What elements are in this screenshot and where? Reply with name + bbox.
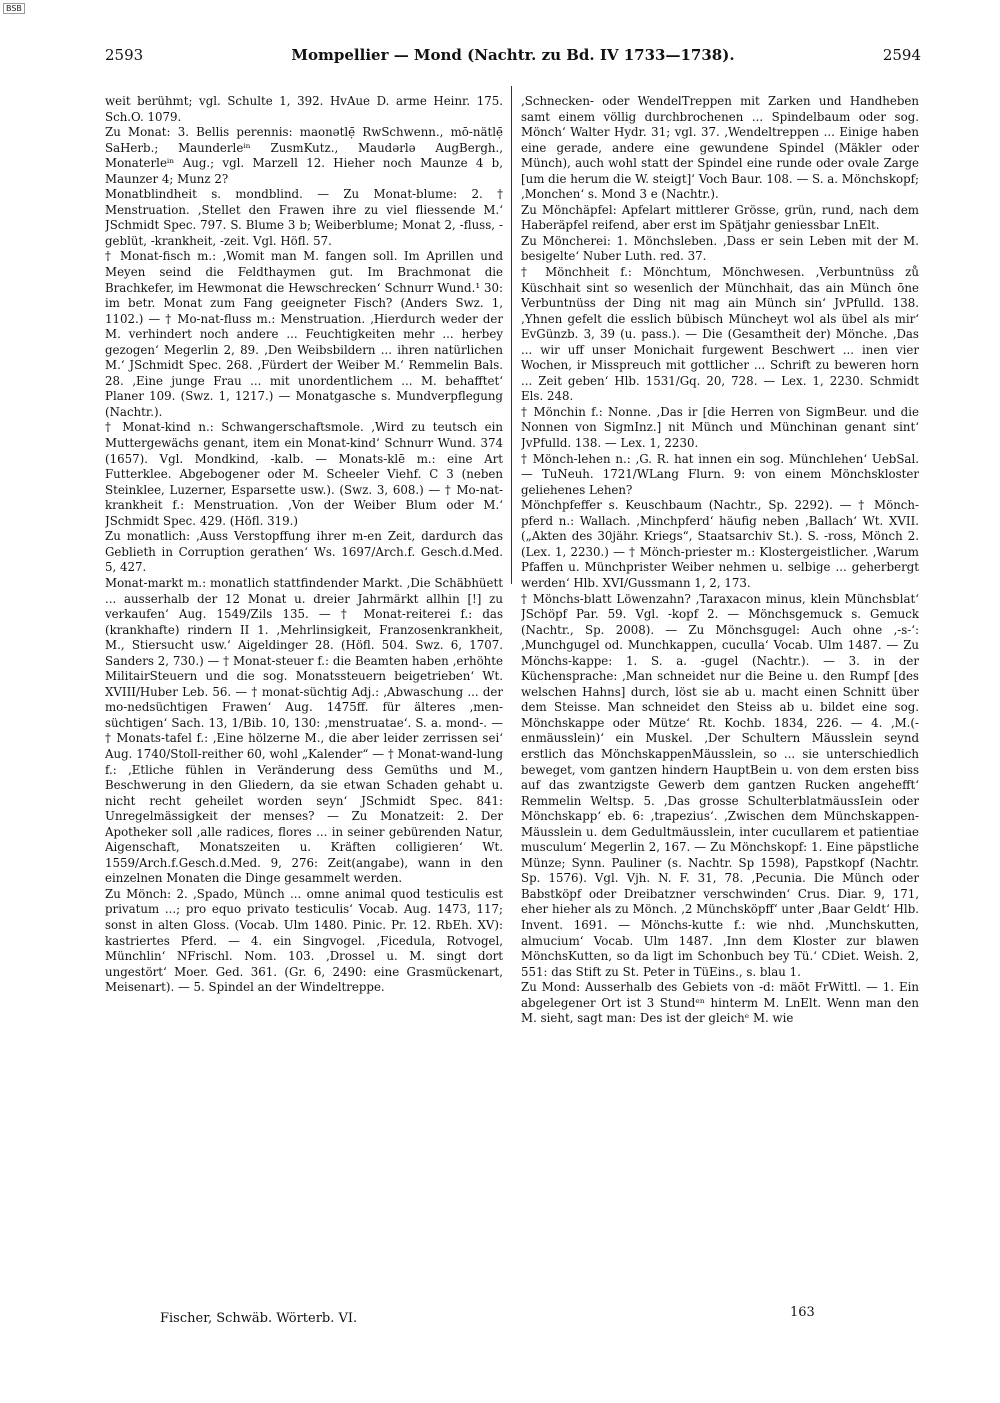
column-rule — [511, 86, 512, 584]
entry-paragraph: Monatblindheit s. mondblind. — Zu Monat-blume: 2. † Menstruation. ‚Stellet den Frawen ihre zu viel fliessende M.‘ JSchmidt Spec. 797. S. Blume 3 b; Weiberblume; Monat 2, -fluss, -geblüt, -krankheit, -zeit. Vgl. Höfl. 57. — [105, 187, 503, 248]
page-header — [105, 46, 921, 70]
entry-paragraph: Zu Mönchäpfel: Apfelart mittlerer Grösse, grün, rund, nach dem Haberäpfel reifend, aber erst im Spätjahr geniessbar LnElt. — [521, 202, 919, 233]
footer-source: Fischer, Schwäb. Wörterb. VI. — [160, 1311, 358, 1326]
left-column — [105, 94, 503, 1294]
page-number-right: 2594 — [882, 46, 921, 64]
entry-paragraph: Zu Mönch: 2. ‚Spado, Münch ... omne animal quod testiculis est privatum ...; pro equo privato testiculis‘ Vocab. Aug. 1473, 117; sonst in alten Gloss. (Vocab. Ulm 1480. Pinic. Pr. 12. RbEh. XV): kastriertes Pferd. — 4. ein Singvogel. ‚Ficedula, Rotvogel, Münchlin‘ NFrischl. Nom. 103. ‚Drossel u. M. singt dort ungestört‘ Moer. Ged. 361. (Gr. 6, 2490: eine Grasmückenart, Meisenart). — 5. Spindel an der Windeltreppe. — [105, 886, 503, 995]
entry-paragraph: Mönchpfeffer s. Keuschbaum (Nachtr., Sp. 2292). — † Mönch-pferd n.: Wallach. ‚Minchpferd‘ häufig neben ‚Ballach‘ Wt. XVII. („Akten des 30jähr. Kriegs“, Staatsarchiv St.). S. -ross, Mönch 2. (Lex. 1, 2230.) — † Mönch-priester m.: Klostergeistlicher. ‚Warum Pfaffen u. Münchprister Weiber nehmen u. selbige ... geherbergt werden‘ Hlb. XVI/Gussmann 1, 2, 173. — [521, 498, 919, 590]
entry-paragraph: ‚Schnecken- oder WendelTreppen mit Zarken und Handheben samt einem völlig durchbrochenen ... Spindelbaum oder sog. Mönch‘ Walter Hydr. 31; vgl. 37. ‚Wendeltreppen ... Einige haben eine gerade, andere eine gewundene Spindel (Mäkler oder Münch), auch wohl statt der Spindel eine runde oder ovale Zarge [um die herum die W. steigt]‘ Voch Baur. 108. — S. a. Mönchskopf; ‚Monchen‘ s. Mond 3 e (Nachtr.). — [521, 94, 919, 202]
entry-paragraph: Zu Möncherei: 1. Mönchsleben. ‚Dass er sein Leben mit der M. besigelte‘ Nuber Luth. red. 37. — [521, 233, 919, 264]
entry-paragraph: Zu monatlich: ‚Auss Verstopffung ihrer m-en Zeit, dardurch das Geblieth in Corruption gerathen‘ Ws. 1697/Arch.f. Gesch.d.Med. 5, 427. — [105, 529, 503, 575]
entry-paragraph: Zu Monat: 3. Bellis perennis: maonətlẹ̄ RwSchwenn., mō-nätlẹ̄ SaHerb.; Maunderleⁱⁿ ZusmKutz., Maudərlə AugBergh., Monaterleⁱⁿ Aug.; vgl. Marzell 12. Hieher noch Maunze 4 b, Maunzer 4; Munz 2? — [105, 125, 503, 186]
entry-paragraph: Zu Mond: Ausserhalb des Gebiets von -d: mäōt FrWittl. — 1. Ein abgelegener Ort ist 3 Stundᵉⁿ hinterm M. LnElt. Wenn man den M. sieht, sagt man: Des ist der gleichᵉ M. wie — [521, 980, 919, 1026]
footer-signature: 163 — [790, 1305, 815, 1320]
entry-paragraph: † Mönchin f.: Nonne. ‚Das ir [die Herren von SigmBeur. und die Nonnen von SigmInz.] nit Münch und Münchinan genant sint‘ JvPfulld. 138. — Lex. 1, 2230. — [521, 404, 919, 451]
running-title: Mompellier — Mond (Nachtr. zu Bd. IV 1733—1738). — [291, 46, 735, 64]
entry-paragraph: † Monat-kind n.: Schwangerschaftsmole. ‚Wird zu teutsch ein Muttergewächs genant, item ein Monat-kind‘ Schnurr Wund. 374 (1657). Vgl. Mondkind, -kalb. — Monats-klē m.: eine Art Futterklee. Abgebogener oder M. Scheeler Viehf. C 3 (neben Steinklee, Luzerner, Esparsette usw.). (Swz. 3, 608.) — † Mo-nat-krankheit f.: Menstruation. ‚Von der Weiber Blum oder M.‘ JSchmidt Spec. 429. (Höfl. 319.) — [105, 420, 503, 528]
page-number-left: 2593 — [105, 46, 144, 64]
entry-paragraph: † Mönch-lehen n.: ‚G. R. hat innen ein sog. Münchlehen‘ UebSal. — TuNeuh. 1721/WLang Flurn. 9: von einem Mönchskloster geliehenes Lehen? — [521, 451, 919, 497]
entry-paragraph: † Mönchs-blatt Löwenzahn? ‚Taraxacon minus, klein Münchsblat‘ JSchöpf Par. 59. Vgl. -kopf 2. — Mönchsgemuck s. Gemuck (Nachtr., Sp. 2008). — Zu Mönchsgugel: Auch ohne ‚-s-‘: ‚Munchgugel od. Munchkappen, cucullа‘ Vocab. Ulm 1487. — Zu Mönchs-kappe: 1. S. a. -gugel (Nachtr.). — 3. in der Küchensprache: ‚Man schneidet nur die Beine u. den Rumpf [des welschen Hahns] durch, löst sie ab u. macht einen Schnitt über dem Steisse. Man schneidet den Steiss ab u. bildet eine sog. Mönchskappe oder Mütze‘ Rt. Kochb. 1834, 226. — 4. ‚M.(-enmäusslein)‘ ein Muskel. ‚Der Schultern Mäusslein seynd erstlich das MönchskappenMäusslein, so ... sie unterschiedlich beweget, vom gantzen hindern HauptBein u. von dem ersten biss auf das zwantzigste Gewerb dem gantzen Rucken angehefft‘ Remmelin Weltsp. 5. ‚Das grosse SchulterblatmäussIein oder Mönchskapp‘ eb. 6: ‚trapezius‘. ‚Zwischen dem Münchskappen-Mäusslein u. dem Gedultmäusslein, inter cucullarem et patientiae musculum‘ Megerlin 2, 167. — Zu Mönchskopf: 1. Eine päpstliche Münze; Synn. Pauliner (s. Nachtr. Sp 1598), Papstkopf (Nachtr. Sp. 1576). Vgl. Vjh. N. F. 31, 78. ‚Pecunia. Die Münch oder Babstköpf oder Dreibatzner verschwinden‘ Crus. Diar. 9, 171, eher hieher als zu Mönch. ‚2 Münchsköpff‘ unter ‚Baar Geldt‘ Hlb. Invent. 1691. — Mönchs-kutte f.: wie nhd. ‚Munchskutten, almucium‘ Vocab. Ulm 1487. ‚Inn dem Kloster zur blawen MönchsKutten, so da ligt im Schonbuch bey Tü.‘ CDiet. Weish. 2, 551: das Stift zu St. Peter in TüEins., s. blau 1. — [521, 591, 919, 979]
entry-paragraph: weit berühmt; vgl. Schulte 1, 392. HvAue D. arme Heinr. 175. Sch.O. 1079. — [105, 94, 503, 124]
library-stamp: BSB — [3, 3, 25, 14]
entry-paragraph: † Mönchheit f.: Mönchtum, Mönchwesen. ‚Verbuntnüss zů Küschhait sint so wesenlich der Münchhait, das ain Münch ōne Verbuntnüss der Ding nit mag ain Münch sin‘ JvPfulld. 138. ‚Yhnen gefelt die esslich bübisch Müncheyt wol als übel als mir‘ EvGünzb. 3, 39 (u. pass.). — Die (Gesamtheit der) Mönche. ‚Das ... wir uff unser Monichait furgewent Beschwert ... inen vier Wochen, ir Misspreuch mit gottlicher ... Schrift zu beweren horn ... Zeit geben‘ Hlb. 1531/Gq. 20, 728. — Lex. 1, 2230. Schmidt Els. 248. — [521, 265, 919, 404]
entry-paragraph: † Monat-fisch m.: ‚Womit man M. fangen soll. Im Aprillen und Meyen seind die Feldthaymen gut. Im Brachmonat die Brachkefer, im Hewmonat die Hewschrecken‘ Schnurr Wund.¹ 30: im betr. Monat zum Fang geeigneter Fisch? (Anders Swz. 1, 1102.) — † Mo-nat-fluss m.: Menstruation. ‚Hierdurch weder der M. verhindert noch andere ... Feuchtigkeiten mehr ... herbey gezogen‘ Megerlin 2, 89. ‚Den Weibsbildern ... ihren natürlichen M.‘ JSchmidt Spec. 268. ‚Fürdert der Weiber M.‘ Remmelin Bals. 28. ‚Eine junge Frau ... mit unordentlichem ... M. behafftet‘ Planer 109. (Swz. 1, 1217.) — Monatgasche s. Mundverpflegung (Nachtr.). — [105, 249, 503, 419]
entry-paragraph: Monat-markt m.: monatlich stattfindender Markt. ‚Die Schäbhüett ... ausserhalb der 12 Monat u. dreier Jahrmärkt allhin [!] zu verkaufen‘ Aug. 1549/Zils 135. — † Monat-reiterei f.: das (krankhafte) rindern II 1. ‚Mehrlinsigkeit, Franzosenkrankheit, M., Stiersucht usw.‘ Aigeldinger 28. (Höfl. 504. Swz. 6, 1707. Sanders 2, 730.) — † Monat-steuer f.: die Beamten haben ‚erhöhte MilitairSteuern und die sog. Monatssteuern beigetrieben‘ Wt. XVIII/Huber Leb. 56. — † monat-süchtig Adj.: ‚Abwaschung ... der mo-nedsüchtigen Frawen‘ Aug. 1475ff. für älteres ‚men-süchtigen‘ Sach. 13, 1/Bib. 10, 130: ‚menstruatae‘. S. a. mond-. — † Monats-tafel f.: ‚Eine hölzerne M., die aber leider zerrissen sei‘ Aug. 1740/Stoll-reither 60, wohl „Kalender“ — † Monat-wand-lung f.: ‚Etliche fühlen in Veränderung dess Gemüths und M., Beschwerung in den Gliedern, da sie etwan Schaden gehabt u. nicht recht geheilet worden seyn‘ JSchmidt Spec. 841: Unregelmässigkeit der menses? — Zu Monatzeit: 2. Der Apotheker soll ‚alle radices, flores ... in seiner gebürenden Natur, Aigenschaft, Monatszeiten u. Kräften colligieren‘ Wt. 1559/Arch.f.Gesch.d.Med. 9, 276: Zeit(angabe), wann in den einzelnen Monaten die Dinge gesammelt werden. — [105, 575, 503, 886]
right-column — [521, 94, 919, 1274]
